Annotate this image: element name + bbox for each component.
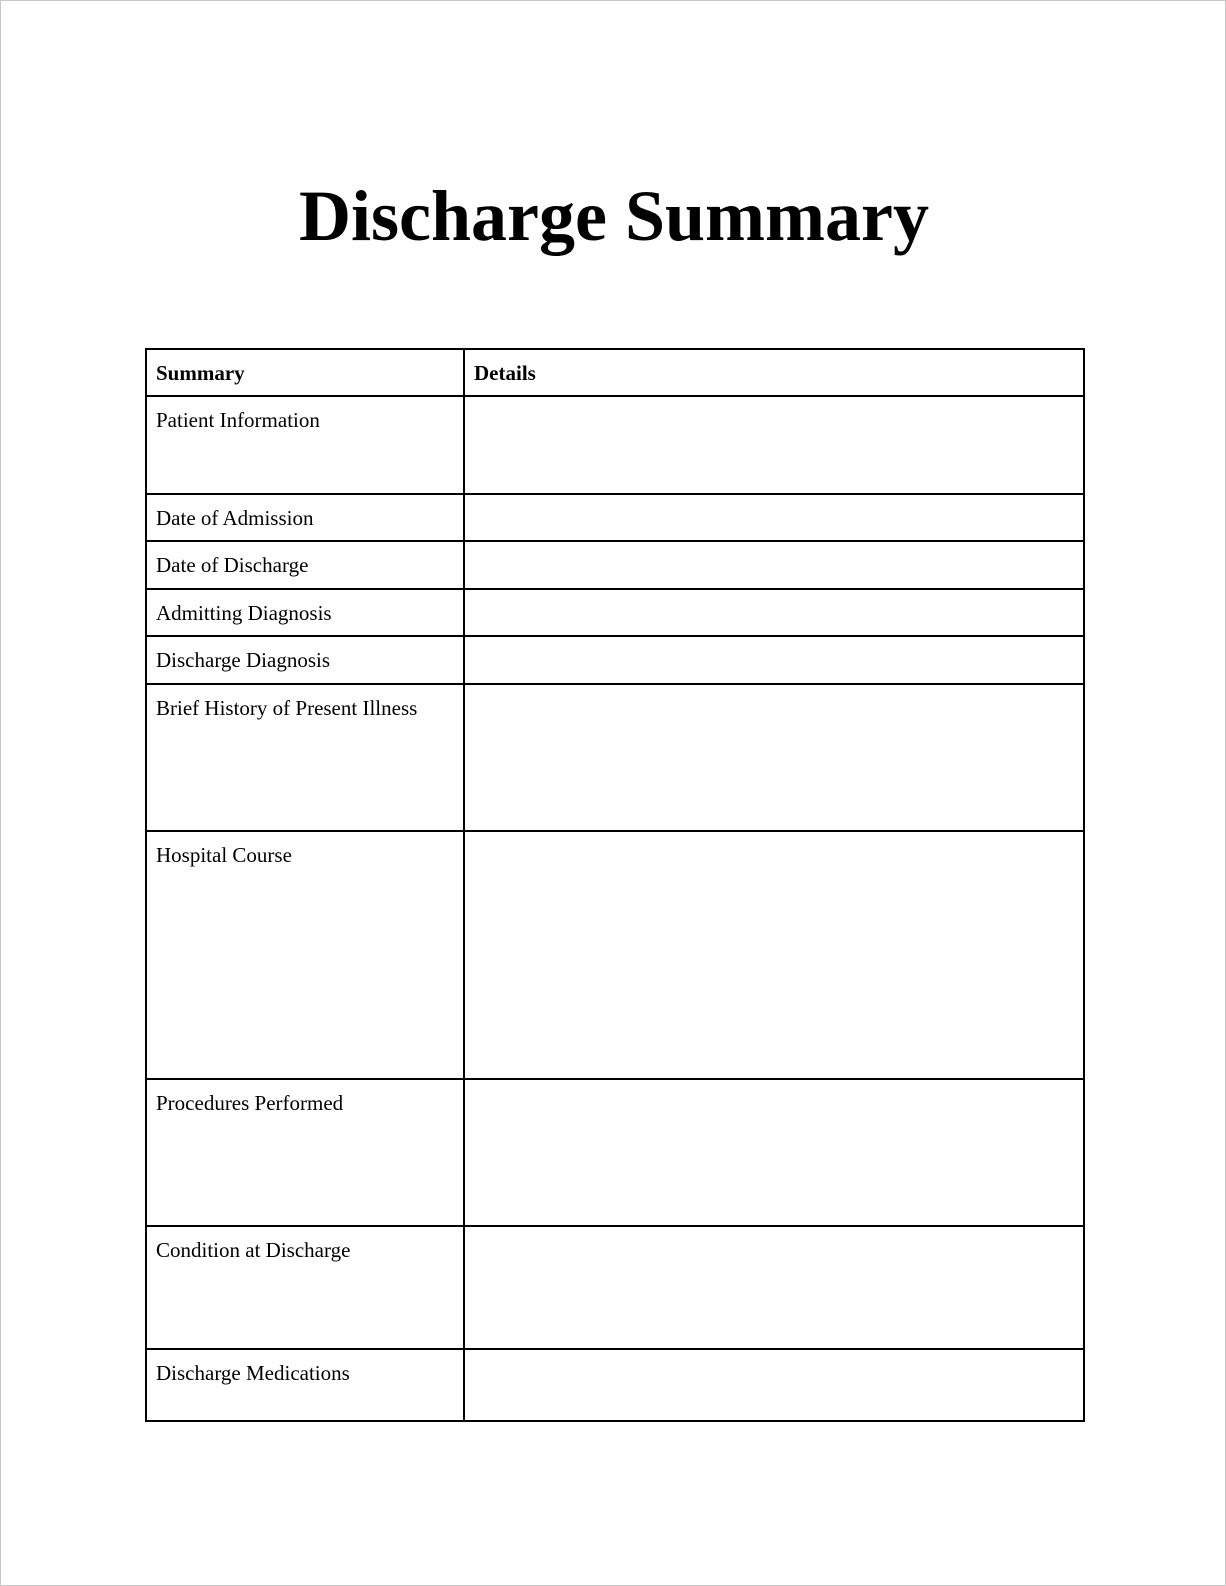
row-details-field[interactable] [464,1226,1084,1349]
table-row [146,684,1084,831]
header-details: Details [464,349,1084,396]
table-row [146,1226,1084,1349]
table-row [146,541,1084,589]
row-details-field[interactable] [464,1079,1084,1226]
row-details-field[interactable] [464,541,1084,589]
row-details-field[interactable] [464,494,1084,541]
header-summary: Summary [146,349,464,396]
row-details-field[interactable] [464,589,1084,636]
table-row [146,1079,1084,1226]
discharge-summary-table [145,348,1085,1422]
row-label: Patient Information [146,396,464,494]
row-label: Condition at Discharge [146,1226,464,1349]
row-label: Date of Discharge [146,541,464,589]
row-label: Date of Admission [146,494,464,541]
row-label: Discharge Diagnosis [146,636,464,684]
row-label: Brief History of Present Illness [146,684,464,831]
row-details-field[interactable] [464,684,1084,831]
table-row [146,1349,1084,1421]
row-details-field[interactable] [464,636,1084,684]
row-label: Admitting Diagnosis [146,589,464,636]
row-details-field[interactable] [464,1349,1084,1421]
row-label: Discharge Medications [146,1349,464,1421]
table-row [146,494,1084,541]
table-row [146,589,1084,636]
table-row [146,636,1084,684]
row-label: Procedures Performed [146,1079,464,1226]
page-title: Discharge Summary [299,176,929,256]
row-label: Hospital Course [146,831,464,1079]
row-details-field[interactable] [464,396,1084,494]
table-row [146,396,1084,494]
row-details-field[interactable] [464,831,1084,1079]
table-row [146,831,1084,1079]
table-header-row [146,349,1084,396]
